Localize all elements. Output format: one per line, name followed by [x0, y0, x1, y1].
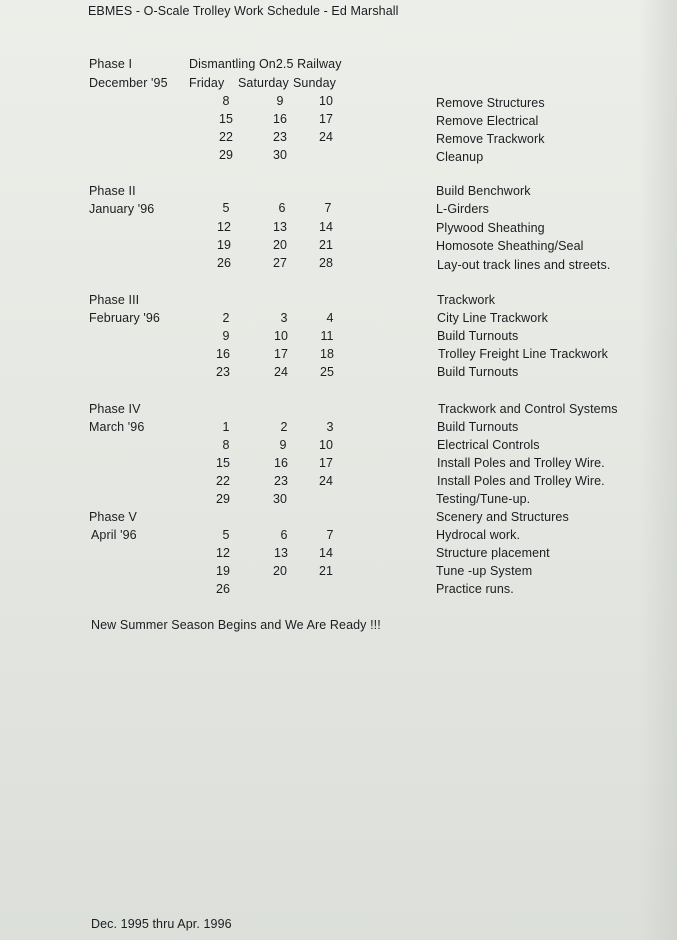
- phase-5-row-2-saturday: 13: [274, 546, 288, 560]
- phase-5-row-2-task: Structure placement: [436, 546, 550, 560]
- phase-4-row-3-saturday: 16: [274, 456, 288, 470]
- page-title: EBMES - O-Scale Trolley Work Schedule - Ed Marshall: [88, 4, 399, 18]
- phase-1-row-1-sunday: 10: [319, 94, 333, 108]
- phase-1-row-4-saturday: 30: [273, 148, 287, 162]
- phase-3-row-3-sunday: 18: [320, 347, 334, 361]
- phase-5-row-4-friday: 26: [216, 582, 230, 596]
- phase-3-row-3-friday: 16: [216, 347, 230, 361]
- phase-1-row-3-saturday: 23: [273, 130, 287, 144]
- phase-2-row-2-sunday: 14: [319, 220, 333, 234]
- phase-4-month: March '96: [89, 420, 145, 434]
- day-header-friday: Friday: [189, 76, 225, 90]
- phase-3-row-2-saturday: 10: [274, 329, 288, 343]
- phase-4-heading: Trackwork and Control Systems: [438, 402, 618, 416]
- phase-2-row-2-saturday: 13: [273, 220, 287, 234]
- phase-5-row-3-task: Tune -up System: [436, 564, 533, 578]
- phase-5-row-3-saturday: 20: [273, 564, 287, 578]
- phase-2-month: January '96: [89, 202, 155, 216]
- phase-2-heading: Build Benchwork: [436, 184, 531, 198]
- phase-1-label: Phase I: [89, 57, 133, 71]
- phase-3-row-2-task: Build Turnouts: [437, 329, 519, 343]
- page-footer: Dec. 1995 thru Apr. 1996: [91, 917, 232, 931]
- phase-2-row-3-friday: 19: [217, 238, 231, 252]
- phase-3-heading: Trackwork: [437, 293, 496, 307]
- phase-4-row-5-task: Testing/Tune-up.: [436, 492, 531, 506]
- phase-1-row-2-sunday: 17: [319, 112, 333, 126]
- phase-4-row-4-friday: 22: [216, 474, 230, 488]
- phase-2-row-3-saturday: 20: [273, 238, 287, 252]
- phase-2-label: Phase II: [89, 184, 136, 198]
- phase-3-row-2-sunday: 11: [320, 329, 334, 343]
- phase-5-row-3-friday: 19: [216, 564, 230, 578]
- phase-3-row-4-task: Build Turnouts: [437, 365, 519, 379]
- phase-2-row-1-task: L-Girders: [436, 202, 489, 216]
- day-header-sunday: Sunday: [293, 76, 336, 90]
- phase-3-row-4-friday: 23: [216, 365, 230, 379]
- phase-1-row-2-friday: 15: [219, 112, 233, 126]
- phase-1-heading: Dismantling On2.5 Railway: [189, 57, 342, 71]
- phase-5-row-3-sunday: 21: [319, 564, 333, 578]
- phase-2-row-2-friday: 12: [217, 220, 231, 234]
- phase-5-label: Phase V: [89, 510, 137, 524]
- phase-4-row-5-saturday: 30: [273, 492, 287, 506]
- phase-3-row-1-friday: 2: [222, 311, 230, 325]
- phase-4-row-2-sunday: 10: [319, 438, 333, 452]
- phase-2-row-1-sunday: 7: [324, 201, 332, 215]
- phase-2-row-3-sunday: 21: [319, 238, 333, 252]
- phase-4-row-3-task: Install Poles and Trolley Wire.: [437, 456, 605, 470]
- phase-3-row-4-saturday: 24: [274, 365, 288, 379]
- phase-2-row-4-task: Lay-out track lines and streets.: [437, 258, 611, 272]
- phase-1-row-4-friday: 29: [219, 148, 233, 162]
- closing-statement: New Summer Season Begins and We Are Ready !!!: [91, 618, 381, 632]
- phase-4-label: Phase IV: [89, 402, 141, 416]
- phase-5-month: April '96: [91, 528, 137, 542]
- phase-1-row-1-friday: 8: [222, 94, 230, 108]
- phase-5-row-1-friday: 5: [222, 528, 230, 542]
- phase-2-row-1-saturday: 6: [278, 201, 286, 215]
- phase-3-label: Phase III: [89, 293, 140, 307]
- phase-2-row-1-friday: 5: [222, 201, 230, 215]
- phase-3-row-1-sunday: 4: [326, 311, 334, 325]
- phase-4-row-2-saturday: 9: [279, 438, 287, 452]
- phase-3-row-1-task: City Line Trackwork: [437, 311, 548, 325]
- phase-2-row-3-task: Homosote Sheathing/Seal: [436, 239, 584, 253]
- phase-5-row-1-saturday: 6: [280, 528, 288, 542]
- phase-2-row-4-sunday: 28: [319, 256, 333, 270]
- phase-1-row-1-saturday: 9: [276, 94, 284, 108]
- phase-4-row-1-friday: 1: [222, 420, 230, 434]
- phase-1-row-2-task: Remove Electrical: [436, 114, 539, 128]
- phase-4-row-4-sunday: 24: [319, 474, 333, 488]
- phase-1-row-2-saturday: 16: [273, 112, 287, 126]
- phase-4-row-3-friday: 15: [216, 456, 230, 470]
- phase-5-row-4-task: Practice runs.: [436, 582, 514, 596]
- phase-3-row-2-friday: 9: [222, 329, 230, 343]
- phase-1-row-3-sunday: 24: [319, 130, 333, 144]
- phase-3-row-1-saturday: 3: [280, 311, 288, 325]
- phase-5-row-2-friday: 12: [216, 546, 230, 560]
- phase-4-row-2-task: Electrical Controls: [437, 438, 540, 452]
- phase-4-row-1-task: Build Turnouts: [437, 420, 519, 434]
- phase-4-row-5-friday: 29: [216, 492, 230, 506]
- phase-3-row-3-task: Trolley Freight Line Trackwork: [438, 347, 608, 361]
- phase-2-row-4-friday: 26: [217, 256, 231, 270]
- phase-1-row-1-task: Remove Structures: [436, 96, 545, 110]
- phase-3-month: February '96: [89, 311, 160, 325]
- phase-2-row-2-task: Plywood Sheathing: [436, 221, 545, 235]
- day-header-saturday: Saturday: [238, 76, 289, 90]
- phase-5-row-1-sunday: 7: [326, 528, 334, 542]
- phase-4-row-1-saturday: 2: [280, 420, 288, 434]
- phase-5-heading: Scenery and Structures: [436, 510, 569, 524]
- phase-2-row-4-saturday: 27: [273, 256, 287, 270]
- phase-3-row-4-sunday: 25: [320, 365, 334, 379]
- phase-4-row-3-sunday: 17: [319, 456, 333, 470]
- phase-1-row-3-friday: 22: [219, 130, 233, 144]
- phase-4-row-2-friday: 8: [222, 438, 230, 452]
- phase-3-row-3-saturday: 17: [274, 347, 288, 361]
- phase-1-row-4-task: Cleanup: [436, 150, 484, 164]
- phase-5-row-1-task: Hydrocal work.: [436, 528, 521, 542]
- phase-4-row-4-task: Install Poles and Trolley Wire.: [437, 474, 605, 488]
- phase-1-month: December '95: [89, 76, 168, 90]
- phase-1-row-3-task: Remove Trackwork: [436, 132, 545, 146]
- phase-4-row-1-sunday: 3: [326, 420, 334, 434]
- phase-5-row-2-sunday: 14: [319, 546, 333, 560]
- phase-4-row-4-saturday: 23: [274, 474, 288, 488]
